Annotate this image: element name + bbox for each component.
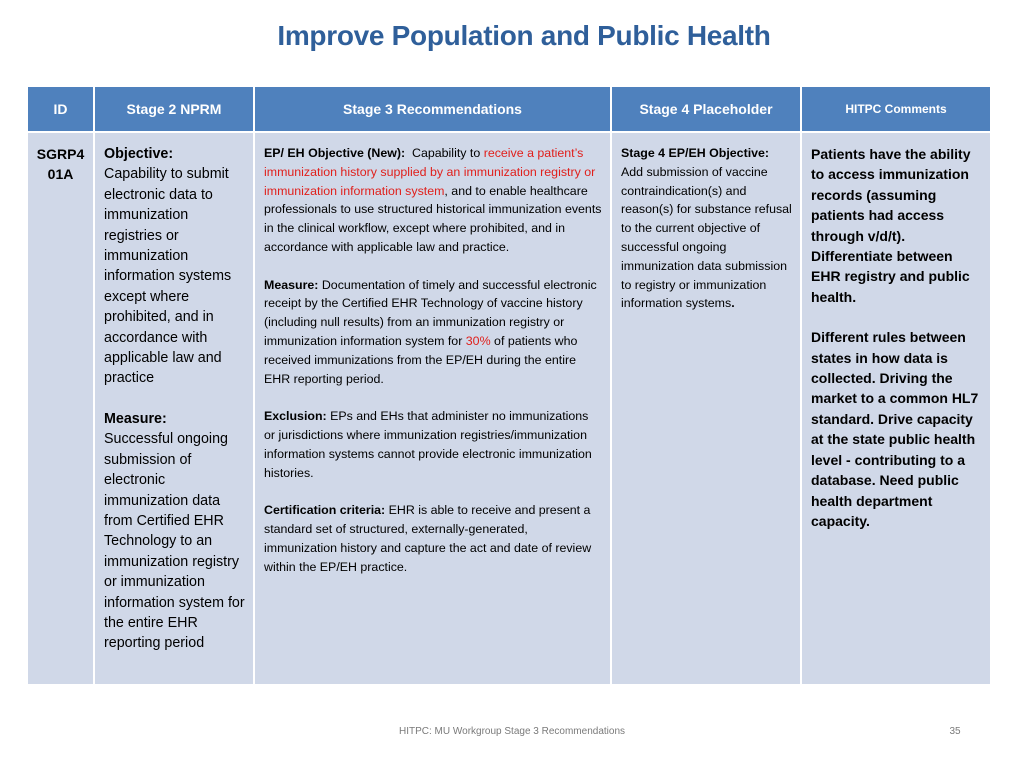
stage3-objective-label: EP/ EH Objective (New): bbox=[264, 146, 406, 160]
stage3-exclusion-label: Exclusion: bbox=[264, 409, 327, 424]
footer-text: HITPC: MU Workgroup Stage 3 Recommendations bbox=[398, 726, 625, 737]
stage4-cell bbox=[611, 132, 801, 685]
comments-paragraph-2: Different rules between states in how data is collected. Driving the market to a common HL7 standard. Drive capacity at the state public health level - contributing to a database. Need public health department capacity. bbox=[811, 329, 979, 529]
header-stage4-placeholder: Stage 4 Placeholder bbox=[611, 86, 801, 132]
header-id: ID bbox=[27, 86, 94, 132]
recommendations-table bbox=[26, 85, 992, 686]
stage4-objective-end: . bbox=[731, 296, 735, 311]
stage2-measure-text: Successful ongoing submission of electronic immunization data from Certified EHR Technology to an immunization registry or immunization information system for the entire EHR reporting period bbox=[104, 431, 245, 652]
header-stage2-nprm: Stage 2 NPRM bbox=[94, 86, 254, 132]
comments-paragraph-1: Patients have the ability to access immunization records (assuming patients had access through v/d/t). Differentiate between EHR registry and public health. bbox=[811, 146, 971, 305]
header-stage3-recommendations: Stage 3 Recommendations bbox=[254, 86, 611, 132]
row-id: SGRP4 01A bbox=[27, 132, 94, 685]
stage2-measure-label: Measure: bbox=[104, 410, 167, 427]
stage3-certification-text: EHR is able to receive and present a standard set of structured, externally-generated, immunization history and capture the act and date of review within the EP/EH practice. bbox=[264, 503, 592, 574]
stage3-measure-label: Measure: bbox=[264, 277, 319, 292]
header-hitpc-comments: HITPC Comments bbox=[801, 86, 991, 132]
stage3-objective-pre: Capability to bbox=[412, 146, 481, 160]
stage3-measure-post: of patients who received immunizations from the EP/EH during the entire EHR reporting period. bbox=[264, 333, 578, 386]
stage3-objective-post: , and to enable healthcare professionals to use structured historical immunization events in the clinical workflow, except where prohibited, and in accordance with applicable law and practice. bbox=[264, 183, 602, 254]
stage4-objective-text: Add submission of vaccine contraindication(s) and reason(s) for substance refusal to the current objective of successful ongoing immunization data submission to registry or immunization information systems bbox=[621, 164, 792, 311]
table-header-row bbox=[27, 86, 991, 132]
stage3-objective-highlight: receive a patient’s immunization history supplied by an immunization registry or immunization information system bbox=[264, 146, 596, 198]
page-number: 35 bbox=[949, 726, 961, 737]
stage3-measure-percent: 30% bbox=[465, 333, 491, 348]
stage3-measure-pre: Documentation of timely and successful electronic receipt by the Certified EHR Technology of vaccine history (including null results) from an immunization registry or immunization information system for bbox=[264, 277, 597, 348]
stage3-certification-label: Certification criteria: bbox=[264, 503, 386, 518]
table-row bbox=[27, 132, 991, 685]
stage2-objective-text: Capability to submit electronic data to immunization registries or immunization information systems except where prohibited, and in accordance with applicable law and practice bbox=[104, 166, 232, 387]
stage3-exclusion-text: EPs and EHs that administer no immunizations or jurisdictions where immunization registries/immunization information systems cannot provide electronic immunization histories. bbox=[264, 409, 592, 480]
slide-title: Improve Population and Public Health bbox=[277, 20, 771, 51]
hitpc-comments-cell bbox=[801, 132, 991, 685]
stage2-cell bbox=[94, 132, 254, 685]
stage4-objective-label: Stage 4 EP/EH Objective: bbox=[621, 146, 770, 160]
stage3-cell bbox=[254, 132, 611, 685]
stage2-objective-label: Objective: bbox=[104, 146, 174, 162]
